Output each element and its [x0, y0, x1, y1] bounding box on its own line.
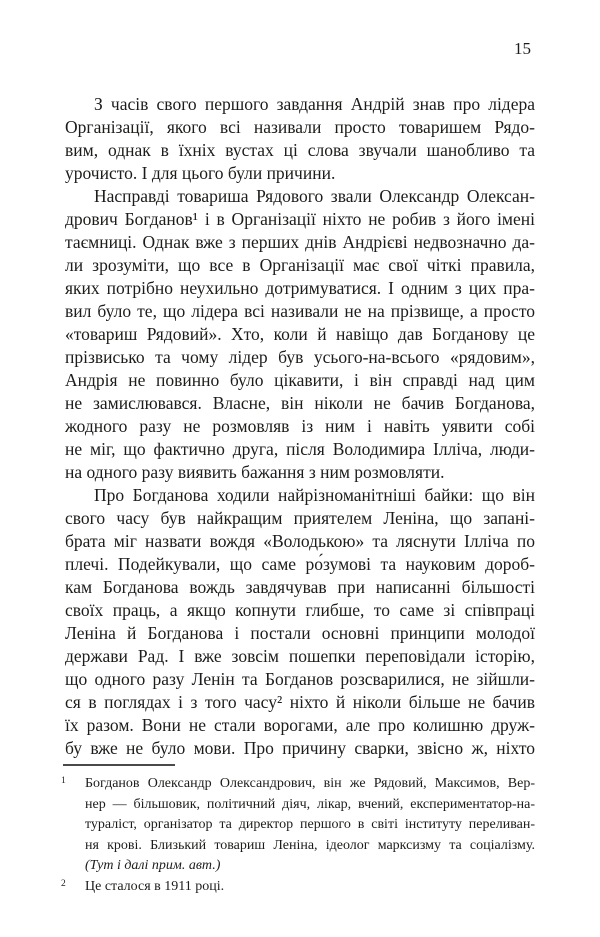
text-line: не замислювався. Власне, він ніколи не бачив Богданова,: [65, 393, 535, 413]
text-line: кам Богданова вождь завдячував при написанні більшості: [65, 577, 535, 597]
text-line: прізвисько та чому лідер був усього-на-всього «рядовим»,: [65, 347, 535, 367]
body-text: [65, 93, 535, 760]
text-line: Леніна й Богданова і постали основні принципи молодої: [65, 623, 535, 643]
text-line: Це сталося в 1911 році.: [85, 878, 225, 894]
text-line: «товариш Рядовий». Хто, коли й навіщо дав Богданову це: [65, 324, 535, 344]
text-line: жодного разу не розмовляв із ним і навіть уявити собі: [65, 416, 535, 436]
text-line: не міг, що фактично друга, після Володимира Ілліча, люди-: [65, 439, 535, 459]
text-line: ли зрозуміти, що все в Організації має свої чіткі правила,: [65, 255, 535, 275]
text-line: плечі. Подейкували, що саме ро́зумові та науковим дороб-: [65, 554, 535, 574]
text-line: що одного разу Ленін та Богданов розсварилися, не зійшли-: [65, 669, 535, 689]
text-line: дрович Богданов¹ і в Організації ніхто не робив з його імені: [65, 209, 535, 229]
text-line: ся в поглядах і з того часу² ніхто й ніколи більше не бачив: [65, 692, 535, 712]
page-number: 15: [514, 39, 531, 58]
text-line: вил було те, що лідера всі називали не на прізвище, а просто: [65, 301, 535, 321]
footnote-separator: [63, 764, 175, 766]
text-line: Богданов Олександр Олександрович, він же Рядовий, Максимов, Вер-: [85, 776, 535, 791]
text-line: таємниці. Однак вже з перших днів Андрієві недвозначно да-: [65, 232, 535, 252]
footnote: [61, 774, 535, 877]
text-line: Насправді товариша Рядового звали Олександр Олексан-: [94, 186, 535, 206]
footnote: [61, 877, 535, 898]
text-line: Про Богданова ходили найрізноманітніші байки: що він: [94, 485, 535, 505]
text-line: вим, однак в їхніх вустах ці слова звучали шанобливо та: [65, 140, 535, 160]
text-line: ня крові. Близький товариш Леніна, ідеолог марксизму та соціалізму.: [85, 837, 535, 853]
text-line: свого часу був найкращим приятелем Леніна, що запані-: [65, 508, 535, 528]
text-line: на одного разу виявить бажання з ним розмовляти.: [65, 462, 445, 482]
paragraph: [65, 93, 535, 185]
text-line: нер — більшовик, політичний діяч, лікар, вчений, експериментатор-на-: [85, 796, 535, 812]
footnote-marker: 1: [61, 776, 66, 786]
text-line: З часів свого першого завдання Андрій знав про лідера: [94, 94, 535, 114]
footnote-marker: 2: [61, 878, 66, 889]
text-line: держави Рад. І вже зовсім пошепки переповідали історію,: [65, 646, 535, 666]
text-line: урочисто. І для цього були причини.: [65, 163, 336, 183]
footnotes: [61, 774, 535, 897]
text-line: (Тут і далі прим. авт.): [85, 858, 221, 873]
text-line: Організації, якого всі називали просто товаришем Рядо-: [65, 117, 535, 137]
text-line: тураліст, організатор та директор першого в світі інституту переливан-: [85, 817, 535, 832]
text-line: яких потрібно неухильно дотримуватися. І одним з цих пра-: [65, 278, 535, 298]
text-line: брата міг назвати вождя «Володькою» та ляснути Ілліча по: [65, 531, 535, 551]
paragraph: [65, 185, 535, 484]
text-line: бу вже не було мови. Про причину сварки, звісно ж, ніхто: [65, 738, 535, 758]
text-line: своїх праць, а якщо копнути глибше, то саме зі співпраці: [65, 600, 535, 620]
text-line: Андрія не повинно було цікавити, і він справді над цим: [65, 370, 535, 390]
paragraph: [65, 484, 535, 760]
text-line: їх разом. Вони не стали ворогами, але про колишню друж-: [65, 715, 535, 735]
